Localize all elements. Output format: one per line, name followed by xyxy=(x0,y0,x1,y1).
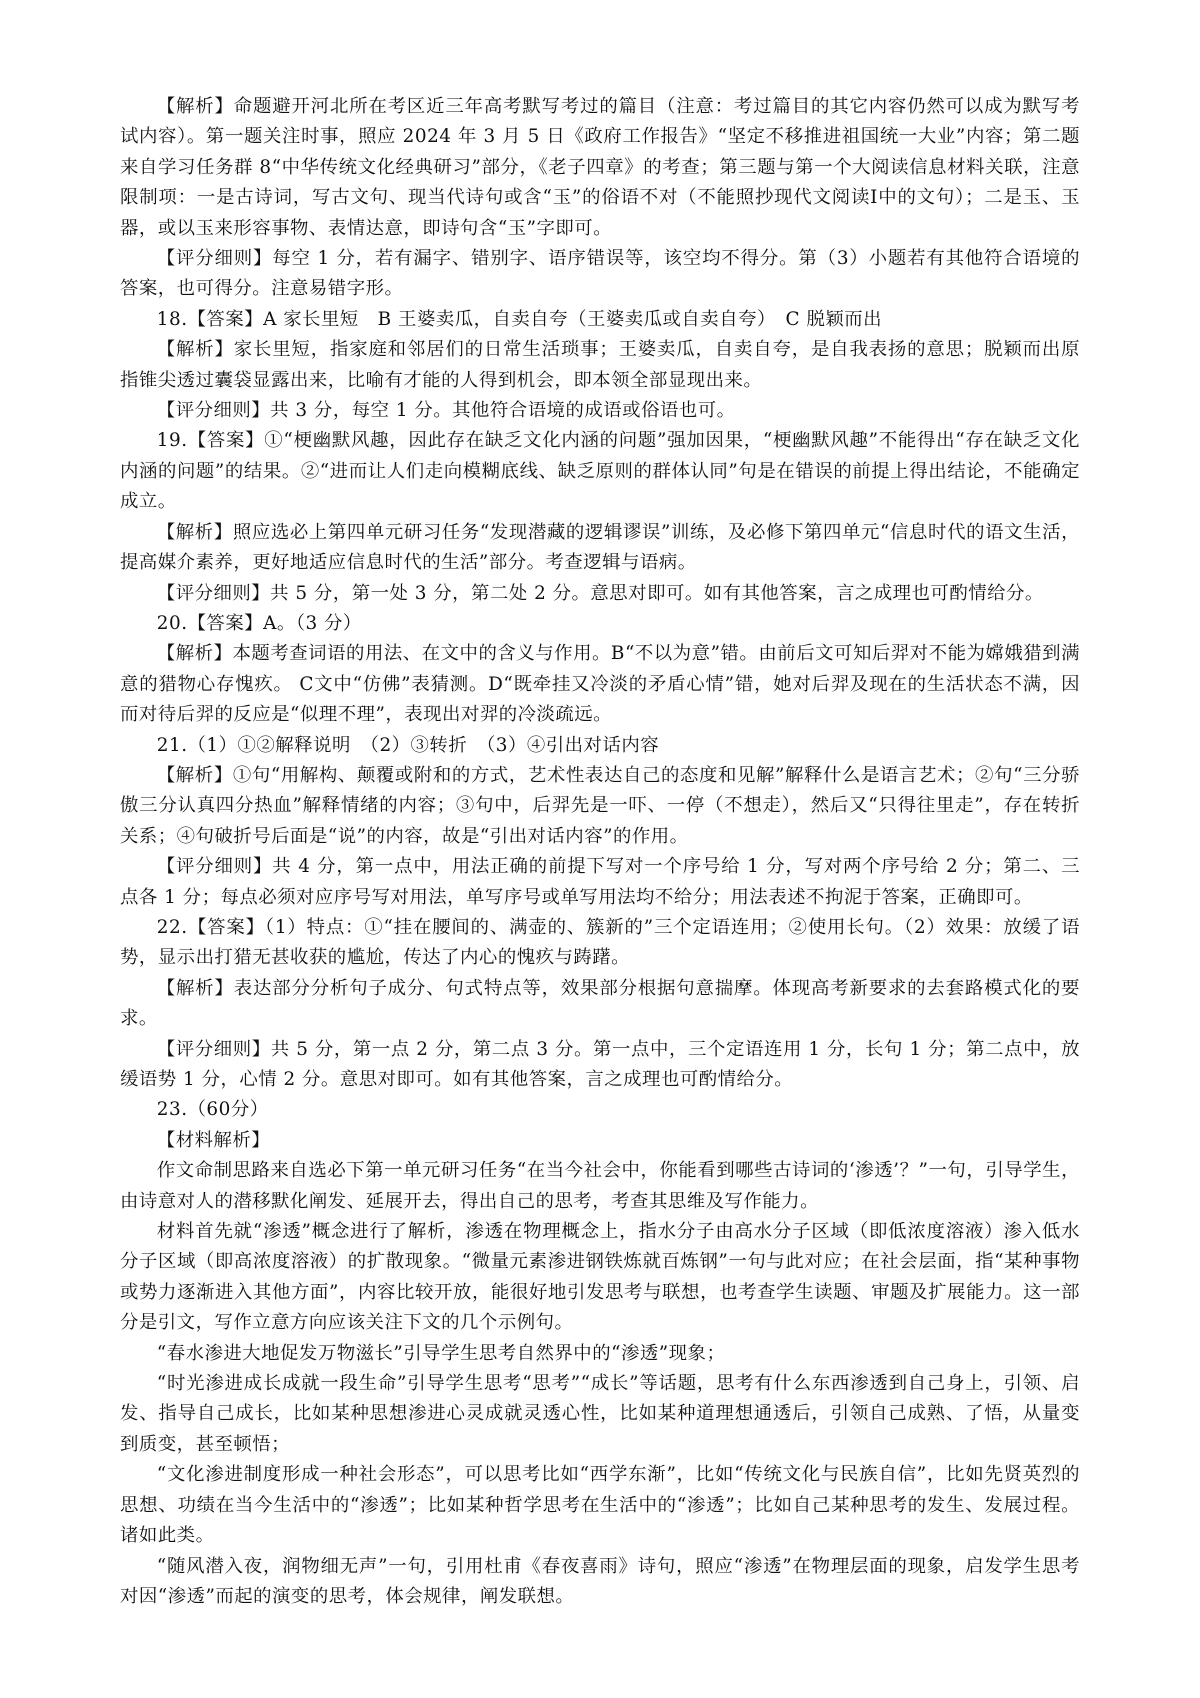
material-analysis-heading: 【材料解析】 xyxy=(156,1129,271,1151)
q21-scoring: 【评分细则】共 4 分，第一点中，用法正确的前提下写对一个序号给 1 分，写对两个序号给 2 分；第二、三点各 1 分；每点必须对应序号写对用法，单写序号或单写用法均不给分；用法表述不拘泥于答案，正确即可。 xyxy=(120,856,1080,908)
example-time-growth: “时光渗进成长成就一段生命”引导学生思考“思考”“成长”等话题，思考有什么东西渗透到自己身上，引领、启发、指导自己成长，比如某种思想渗进心灵成就灵透心性，比如某种道理想通透后，引领自己成熟、了悟，从量变到质变，甚至顿悟； xyxy=(120,1373,1080,1455)
q18-analysis: 【解析】家长里短，指家庭和邻居们的日常生活琐事；王婆卖瓜，自卖自夸，是自我表扬的意思；脱颖而出原指锥尖透过囊袋显露出来，比喻有才能的人得到机会，即本领全部显现出来。 xyxy=(120,339,1080,391)
q20-answer: 20.【答案】A。（3 分） xyxy=(156,612,362,634)
q22-scoring: 【评分细则】共 5 分，第一点 2 分，第二点 3 分。第一点中，三个定语连用 1 分，长句 1 分；第二点中，放缓语势 1 分，心情 2 分。意思对即可。如有其他答案，言之成理也可酌情给分。 xyxy=(120,1038,1080,1090)
example-spring-water: “春水渗进大地促发万物滋长”引导学生思考自然界中的“渗透”现象； xyxy=(156,1342,726,1364)
analysis-paragraph: 【解析】命题避开河北所在考区近三年高考默写考过的篇目（注意：考过篇目的其它内容仍然可以成为默写考试内容）。第一题关注时事，照应 2024 年 3 月 5 日《政府工作报告》“坚定不移推进祖国统一大业”内容；第二题来自学习任务群 8“中华传统文化经典研习”部分，《老子四章》的考查；第三题与第一个大阅读信息材料关联，注意限制项：一是古诗词，写古文句、现当代诗句或含“玉”的俗语不对（不能照抄现代文阅读Ⅰ中的文句）；二是玉、玉器，或以玉来形容事物、表情达意，即诗句含“玉”字即可。 xyxy=(120,96,1080,239)
q21-answer: 21.（1）①②解释说明 （2）③转折 （3）④引出对话内容 xyxy=(156,734,660,756)
q18-scoring: 【评分细则】共 3 分，每空 1 分。其他符合语境的成语或俗语也可。 xyxy=(156,400,736,422)
q23-heading: 23.（60分） xyxy=(156,1099,269,1121)
scoring-rules-paragraph: 【评分细则】每空 1 分，若有漏字、错别字、语序错误等，该空均不得分。第（3）小题若有其他符合语境的答案，也可得分。注意易错字形。 xyxy=(120,248,1080,300)
example-poem-quote: “随风潜入夜，润物细无声”一句，引用杜甫《春夜喜雨》诗句，照应“渗透”在物理层面的现象，启发学生思考对因“渗透”而起的演变的思考，体会规律，阐发联想。 xyxy=(120,1555,1080,1607)
q20-analysis: 【解析】本题考查词语的用法、在文中的含义与作用。B“不以为意”错。由前后文可知后羿对不能为嫦娥猎到满意的猎物心存愧疚。 C文中“仿佛”表猜测。D“既牵挂又冷淡的矛盾心情”错，她对后羿及现在的生活状态不满，因而对待后羿的反应是“似理不理”，表现出对羿的冷淡疏远。 xyxy=(120,643,1080,726)
example-culture-system: “文化渗进制度形成一种社会形态”，可以思考比如“西学东渐”，比如“传统文化与民族自信”，比如先贤英烈的思想、功绩在当今生活中的“渗透”；比如某种哲学思考在生活中的“渗透”；比如自己某种思考的发生、发展过程。诸如此类。 xyxy=(120,1464,1080,1547)
answer-key-body xyxy=(120,92,1080,1612)
material-explanation-paragraph: 材料首先就“渗透”概念进行了解析，渗透在物理概念上，指水分子由高水分子区域（即低浓度溶液）渗入低水分子区域（即高浓度溶液）的扩散现象。“微量元素渗进钢铁炼就百炼钢”一句与此对应；在社会层面，指“某种事物或势力逐渐进入其他方面”，内容比较开放，能很好地引发思考与联想，也考查学生读题、审题及扩展能力。这一部分是引文，写作立意方向应该关注下文的几个示例句。 xyxy=(120,1221,1080,1334)
q22-analysis: 【解析】表达部分分析句子成分、句式特点等，效果部分根据句意揣摩。体现高考新要求的去套路模式化的要求。 xyxy=(120,977,1080,1030)
q18-answer: 18.【答案】A 家长里短 B 王婆卖瓜，自卖自夸（王婆卖瓜或自卖自夸） C 脱颖而出 xyxy=(156,308,883,330)
q19-analysis: 【解析】照应选必上第四单元研习任务“发现潜藏的逻辑谬误”训练，及必修下第四单元“信息时代的语文生活，提高媒介素养，更好地适应信息时代的生活”部分。考查逻辑与语病。 xyxy=(120,521,1080,574)
essay-idea-paragraph: 作文命制思路来自选必下第一单元研习任务“在当今社会中，你能看到哪些古诗词的‘渗透’？”一句，引导学生，由诗意对人的潜移默化阐发、延展开去，得出自己的思考，考查其思维及写作能力。 xyxy=(120,1160,1080,1212)
q22-answer: 22.【答案】（1）特点：①“挂在腰间的、满壶的、簇新的”三个定语连用；②使用长句。（2）效果：放缓了语势，显示出打猎无甚收获的尴尬，传达了内心的愧疚与踌躇。 xyxy=(120,916,1080,969)
q19-answer: 19.【答案】①“梗幽默风趣，因此存在缺乏文化内涵的问题”强加因果，“梗幽默风趣”不能得出“存在缺乏文化内涵的问题”的结果。②“进而让人们走向模糊底线、缺乏原则的群体认同”句是在错误的前提上得出结论，不能确定成立。 xyxy=(120,430,1080,513)
q19-scoring: 【评分细则】共 5 分，第一处 3 分，第二处 2 分。意思对即可。如有其他答案，言之成理也可酌情给分。 xyxy=(156,582,1044,604)
q21-analysis: 【解析】①句“用解构、颠覆或附和的方式，艺术性表达自己的态度和见解”解释什么是语言艺术；②句“三分骄傲三分认真四分热血”解释情绪的内容；③句中，后羿先是一吓、一停（不想走），然后又“只得往里走”，存在转折关系；④句破折号后面是“说”的内容，故是“引出对话内容”的作用。 xyxy=(120,764,1080,847)
